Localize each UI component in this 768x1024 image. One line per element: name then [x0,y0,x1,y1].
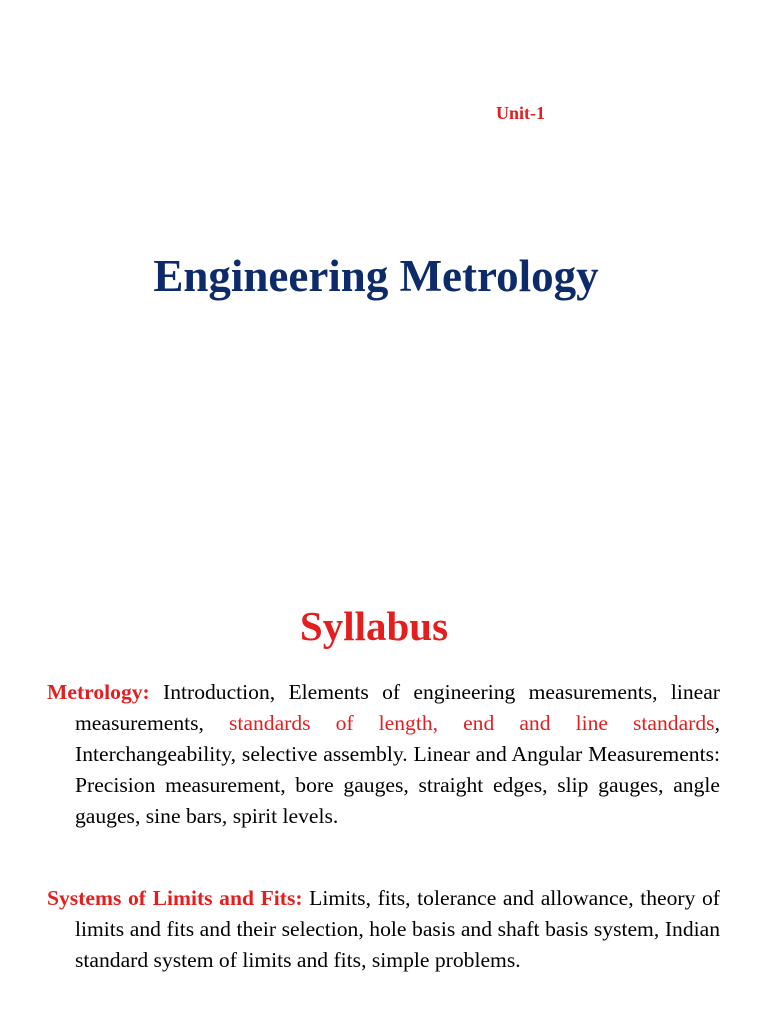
section-text-metrology-rest: , Interchangeability, selective assembly. Linear and Angular Measurements: Precision measurement, bore gauges, straight edges, slip gauges, angle gauges, sine bars, spirit levels. [75,711,720,828]
section-text-metrology-intro: Introduction, Elements of engineering measurements, linear measurements, [75,680,720,735]
section-lead-limits-fits: Systems of Limits and Fits: [47,886,303,910]
section-lead-metrology: Metrology: [47,680,150,704]
syllabus-heading: Syllabus [299,603,449,649]
section-highlight-standards: standards of length, end and line standards [228,711,715,735]
section-text-limits-fits: Limits, fits, tolerance and allowance, theory of limits and fits and their selection, hole basis and shaft basis system, Indian standard system of limits and fits, simple problems. [75,886,720,972]
syllabus-section-limits-fits [47,883,720,976]
unit-label: Unit-1 [496,103,545,123]
page-title: Engineering Metrology [153,251,599,301]
syllabus-section-metrology [47,677,720,832]
